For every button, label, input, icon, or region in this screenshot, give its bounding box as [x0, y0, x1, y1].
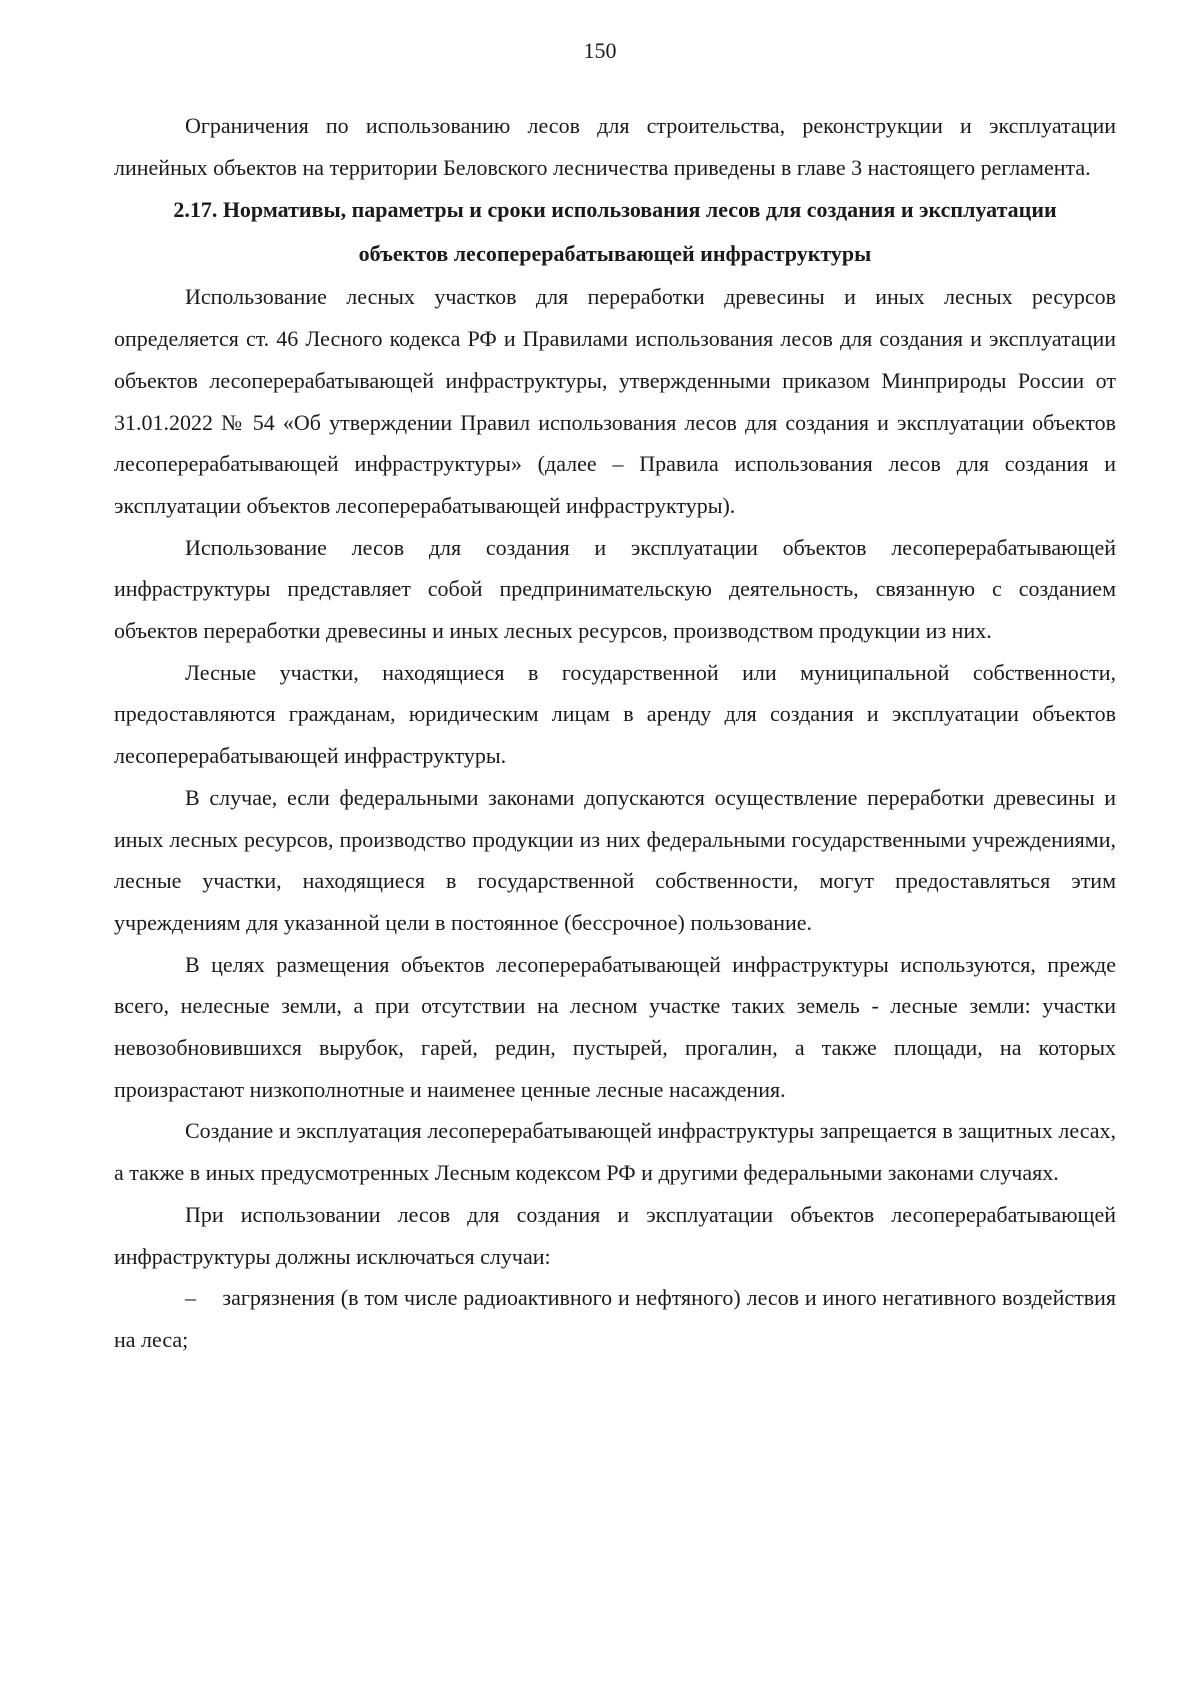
intro-paragraph: Ограничения по использованию лесов для строительства, реконструкции и эксплуатации линейных объектов на территории Беловского лесничества приведены в главе 3 настоящего регламента. [114, 113, 1116, 180]
document-body [114, 105, 1116, 1361]
paragraph-definition: Использование лесов для создания и эксплуатации объектов лесоперерабатывающей инфраструктуры представляет собой предпринимательскую деятельность, связанную с созданием объектов переработки древесины и иных лесных ресурсов, производством продукции из них. [114, 534, 1116, 644]
page-number: 150 [583, 38, 617, 63]
paragraph-placement: В целях размещения объектов лесоперерабатывающей инфраструктуры используются, прежде всего, нелесные земли, а при отсутствии на лесном участке таких земель - лесные земли: участки невозобновившихся вырубок, гарей, редин, пустырей, прогалин, а также площади, на которых произрастают низкополнотные и наименее ценные лесные насаждения. [114, 951, 1116, 1102]
paragraph-permanent-use: В случае, если федеральными законами допускаются осуществление переработки древесины и иных лесных ресурсов, производство продукции из них федеральными государственными учреждениями, лесные участки, находящиеся в государственной собственности, могут предоставляться этим учреждениям для указанной цели в постоянное (бессрочное) пользование. [114, 784, 1116, 935]
paragraph-prohibition: Создание и эксплуатация лесоперерабатывающей инфраструктуры запрещается в защитных лесах, а также в иных предусмотренных Лесным кодексом РФ и другими федеральными законами случаях. [114, 1118, 1116, 1186]
paragraph-lease: Лесные участки, находящиеся в государственной или муниципальной собственности, предоставляются гражданам, юридическим лицам в аренду для создания и эксплуатации объектов лесоперерабатывающей инфраструктуры. [114, 659, 1116, 769]
list-item: – загрязнения (в том числе радиоактивного и нефтяного) лесов и иного негативного воздействия на леса; [114, 1285, 1116, 1352]
section-heading: 2.17. Нормативы, параметры и сроки использования лесов для создания и эксплуатации объектов лесоперерабатывающей инфраструктуры [173, 197, 1057, 267]
paragraph-legal-basis: Использование лесных участков для переработки древесины и иных лесных ресурсов определяется ст. 46 Лесного кодекса РФ и Правилами использования лесов для создания и эксплуатации объектов лесоперерабатывающей инфраструктуры, утвержденными приказом Минприроды России от 31.01.2022 № 54 «Об утверждении Правил использования лесов для создания и эксплуатации объектов лесоперерабатывающей инфраструктуры» (далее – Правила использования лесов для создания и эксплуатации объектов лесоперерабатывающей инфраструктуры). [114, 284, 1116, 518]
paragraph-exclusions: При использовании лесов для создания и эксплуатации объектов лесоперерабатывающей инфраструктуры должны исключаться случаи: [114, 1201, 1116, 1269]
